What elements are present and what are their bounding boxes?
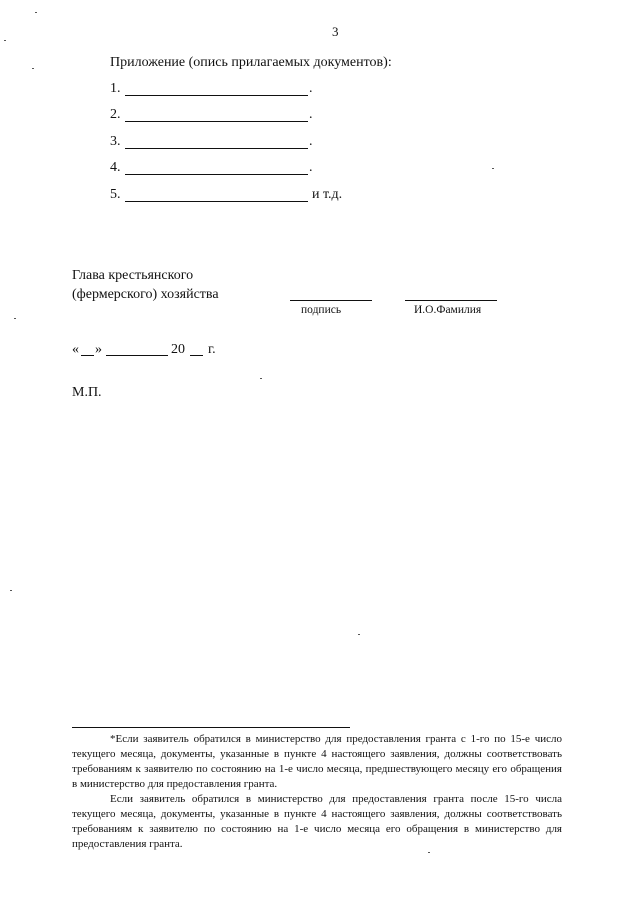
scan-speck (260, 378, 262, 379)
year-blank (190, 355, 203, 356)
appendix-item-number: 3. (110, 134, 121, 149)
footnote (72, 732, 562, 852)
page-number: 3 (332, 24, 339, 39)
day-blank (81, 355, 94, 356)
signature-line (290, 300, 372, 301)
scan-speck (492, 168, 494, 169)
appendix-item-number: 2. (110, 107, 121, 122)
month-blank (106, 355, 168, 356)
scan-speck (4, 40, 6, 41)
appendix-item-number: 5. (110, 187, 121, 202)
scan-speck (428, 852, 430, 853)
name-line (405, 300, 497, 301)
appendix-item-tail: и т.д. (312, 187, 343, 202)
signature-role-line2: (фермерского) хозяйства (72, 287, 219, 302)
blank-line (125, 121, 308, 122)
date-open-quote: « (72, 342, 79, 357)
date-close-quote: » (95, 342, 102, 357)
name-caption: И.О.Фамилия (414, 304, 482, 316)
year-suffix: г. (208, 342, 216, 357)
scan-speck (14, 318, 16, 319)
blank-line (125, 174, 308, 175)
year-prefix: 20 (171, 342, 185, 357)
scan-speck (35, 12, 37, 13)
blank-line (125, 148, 308, 149)
scan-speck (32, 68, 34, 69)
appendix-item-number: 1. (110, 81, 121, 96)
blank-line (125, 201, 308, 202)
appendix-title: Приложение (опись прилагаемых документов): (110, 55, 392, 70)
blank-line (125, 95, 308, 96)
appendix-item-tail: . (309, 134, 313, 149)
footnote-separator (72, 727, 350, 728)
signature-role-line1: Глава крестьянского (72, 268, 194, 283)
stamp-place: М.П. (72, 385, 102, 400)
appendix-item-number: 4. (110, 160, 121, 175)
appendix-item-tail: . (309, 160, 313, 175)
footnote-paragraph: *Если заявитель обратился в министерство для предоставления гранта с 1-го по 15-е число текущего месяца, документы, указанные в пункте 4 настоящего заявления, должны соответствовать требованиям к заявителю по состоянию на 1-е число месяца, предшествующего месяцу его обращения в министерство для предоставления гранта. (72, 733, 562, 790)
scan-speck (358, 634, 360, 635)
signature-caption: подпись (301, 304, 342, 316)
appendix-item-tail: . (309, 81, 313, 96)
footnote-paragraph: Если заявитель обратился в министерство для предоставления гранта после 15-го числа текущего месяца, документы, указанные в пункте 4 настоящего заявления, должны соответствовать требованиям к заявителю по состоянию на 1-е число месяца его обращения в министерство для предоставления гранта. (72, 793, 562, 850)
appendix-item-tail: . (309, 107, 313, 122)
scan-speck (10, 590, 12, 591)
